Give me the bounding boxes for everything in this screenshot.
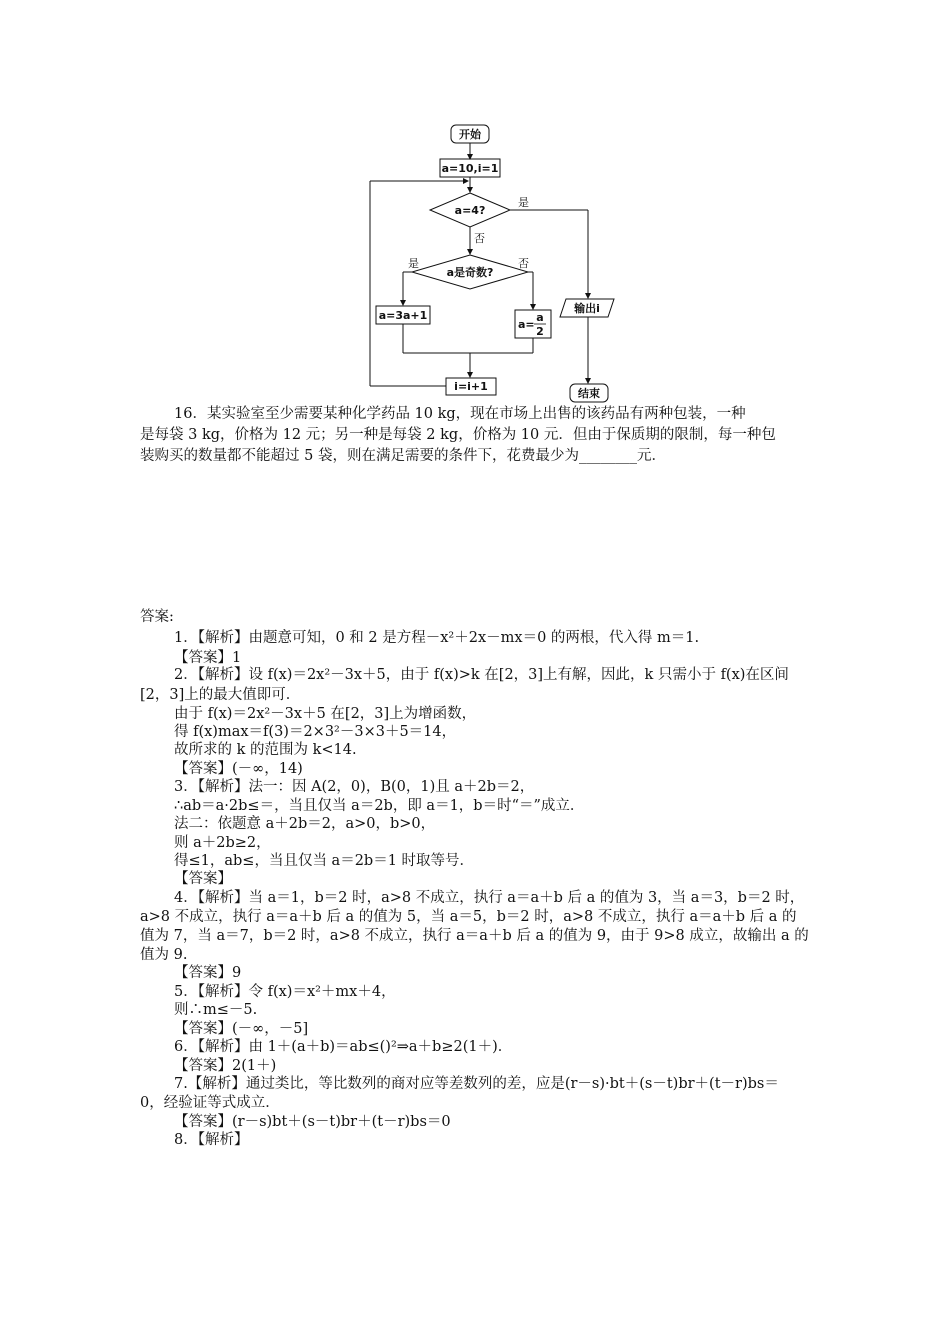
yes1-label: 是 (518, 196, 529, 209)
answer-line: 0，经验证等式成立． (140, 1095, 280, 1111)
answer-line: 2．【解析】设 f(x)＝2x²－3x＋5，由于 f(x)>k 在[2，3]上有解，因此，k 只需小于 f(x)在区间 (174, 667, 789, 683)
answer-line: 5．【解析】令 f(x)＝x²＋mx＋4， (174, 984, 396, 1000)
even-assign-denominator: 2 (536, 325, 544, 338)
answer-line: a>8 不成立，执行 a＝a＋b 后 a 的值为 5，当 a＝5，b＝2 时，a>8 不成立，执行 a＝a＋b 后 a 的 (140, 909, 797, 925)
answer-line: 6．【解析】由 1＋(a＋b)＝ab≤()²⇒a＋b≥2(1＋)． (174, 1039, 513, 1055)
increment-label: i=i+1 (454, 380, 488, 393)
even-assign-numerator: a (536, 311, 544, 324)
q16-line: 装购买的数量都不能超过 5 袋，则在满足需要的条件下，花费最少为________元． (140, 448, 666, 464)
answer-line: 值为 7，当 a＝7，b＝2 时，a>8 不成立，执行 a＝a＋b 后 a 的值为 9，由于 9>8 成立，故输出 a 的 (140, 928, 809, 944)
cond1-label: a=4? (454, 204, 486, 217)
even-assign-lhs: a= (518, 318, 535, 331)
answer-line: 法二：依题意 a＋2b＝2，a>0，b>0， (174, 816, 436, 832)
answer-line: 【答案】 (174, 871, 232, 887)
answer-line: 7.【解析】通过类比，等比数列的商对应等差数列的差，应是(r－s)·bt＋(s－t)br＋(t－r)bs＝ (174, 1076, 779, 1092)
answer-line: 【答案】(－∞，－5] (174, 1021, 309, 1037)
yes2-label: 是 (408, 257, 419, 270)
question-16 (140, 404, 815, 467)
no1-label: 否 (474, 232, 485, 245)
answer-line: ∴ab＝a·2b≤＝，当且仅当 a＝2b，即 a＝1，b＝时“＝”成立． (174, 798, 585, 814)
answer-line: 3．【解析】法一：因 A(2，0)，B(0，1)且 a＋2b＝2， (174, 779, 535, 795)
answer-line: 【答案】9 (174, 965, 242, 981)
answer-line: [2，3]上的最大值即可． (140, 687, 301, 703)
answer-line: 得≤1，ab≤，当且仅当 a＝2b＝1 时取等号． (174, 853, 475, 869)
start-label: 开始 (459, 128, 481, 141)
cond2-label: a是奇数? (446, 266, 494, 279)
answer-line: 8．【解析】 (174, 1132, 249, 1148)
answer-line: 故所求的 k 的范围为 k<14. (174, 742, 357, 758)
odd-assign-label: a=3a+1 (378, 309, 428, 322)
answer-line: 【答案】2(1＋) (174, 1058, 277, 1074)
answer-line: 【答案】(r－s)bt＋(s－t)br＋(t－r)bs＝0 (174, 1114, 451, 1130)
end-label: 结束 (578, 387, 600, 400)
init-label: a=10,i=1 (441, 162, 499, 175)
answer-line: 【答案】(－∞，14) (174, 761, 303, 777)
answers-title: 答案: (140, 609, 174, 625)
answer-line: 则 a＋2b≥2， (174, 835, 271, 851)
answer-line: 值为 9. (140, 947, 188, 963)
answer-line: 则∴m≤－5. (174, 1002, 258, 1018)
answer-line: 由于 f(x)＝2x²－3x＋5 在[2，3]上为增函数， (174, 706, 477, 722)
answer-line: 得 f(x)max＝f(3)＝2×3²－3×3＋5＝14， (174, 724, 457, 740)
q16-line: 16．某实验室至少需要某种化学药品 10 kg，现在市场上出售的该药品有两种包装，一种 (174, 406, 746, 422)
answer-line: 4．【解析】当 a＝1，b＝2 时，a>8 不成立，执行 a＝a＋b 后 a 的值为 3，当 a＝3，b＝2 时， (174, 890, 805, 906)
answer-line: 1．【解析】由题意可知，0 和 2 是方程－x²＋2x－mx＝0 的两根，代入得 m＝1. (174, 630, 700, 646)
output-label: 输出i (574, 302, 600, 315)
no2-label: 否 (518, 257, 529, 270)
flowchart (360, 118, 640, 410)
answer-line: 【答案】1 (174, 650, 242, 666)
q16-line: 是每袋 3 kg，价格为 12 元；另一种是每袋 2 kg，价格为 10 元．但由于保质期的限制，每一种包 (140, 427, 776, 443)
